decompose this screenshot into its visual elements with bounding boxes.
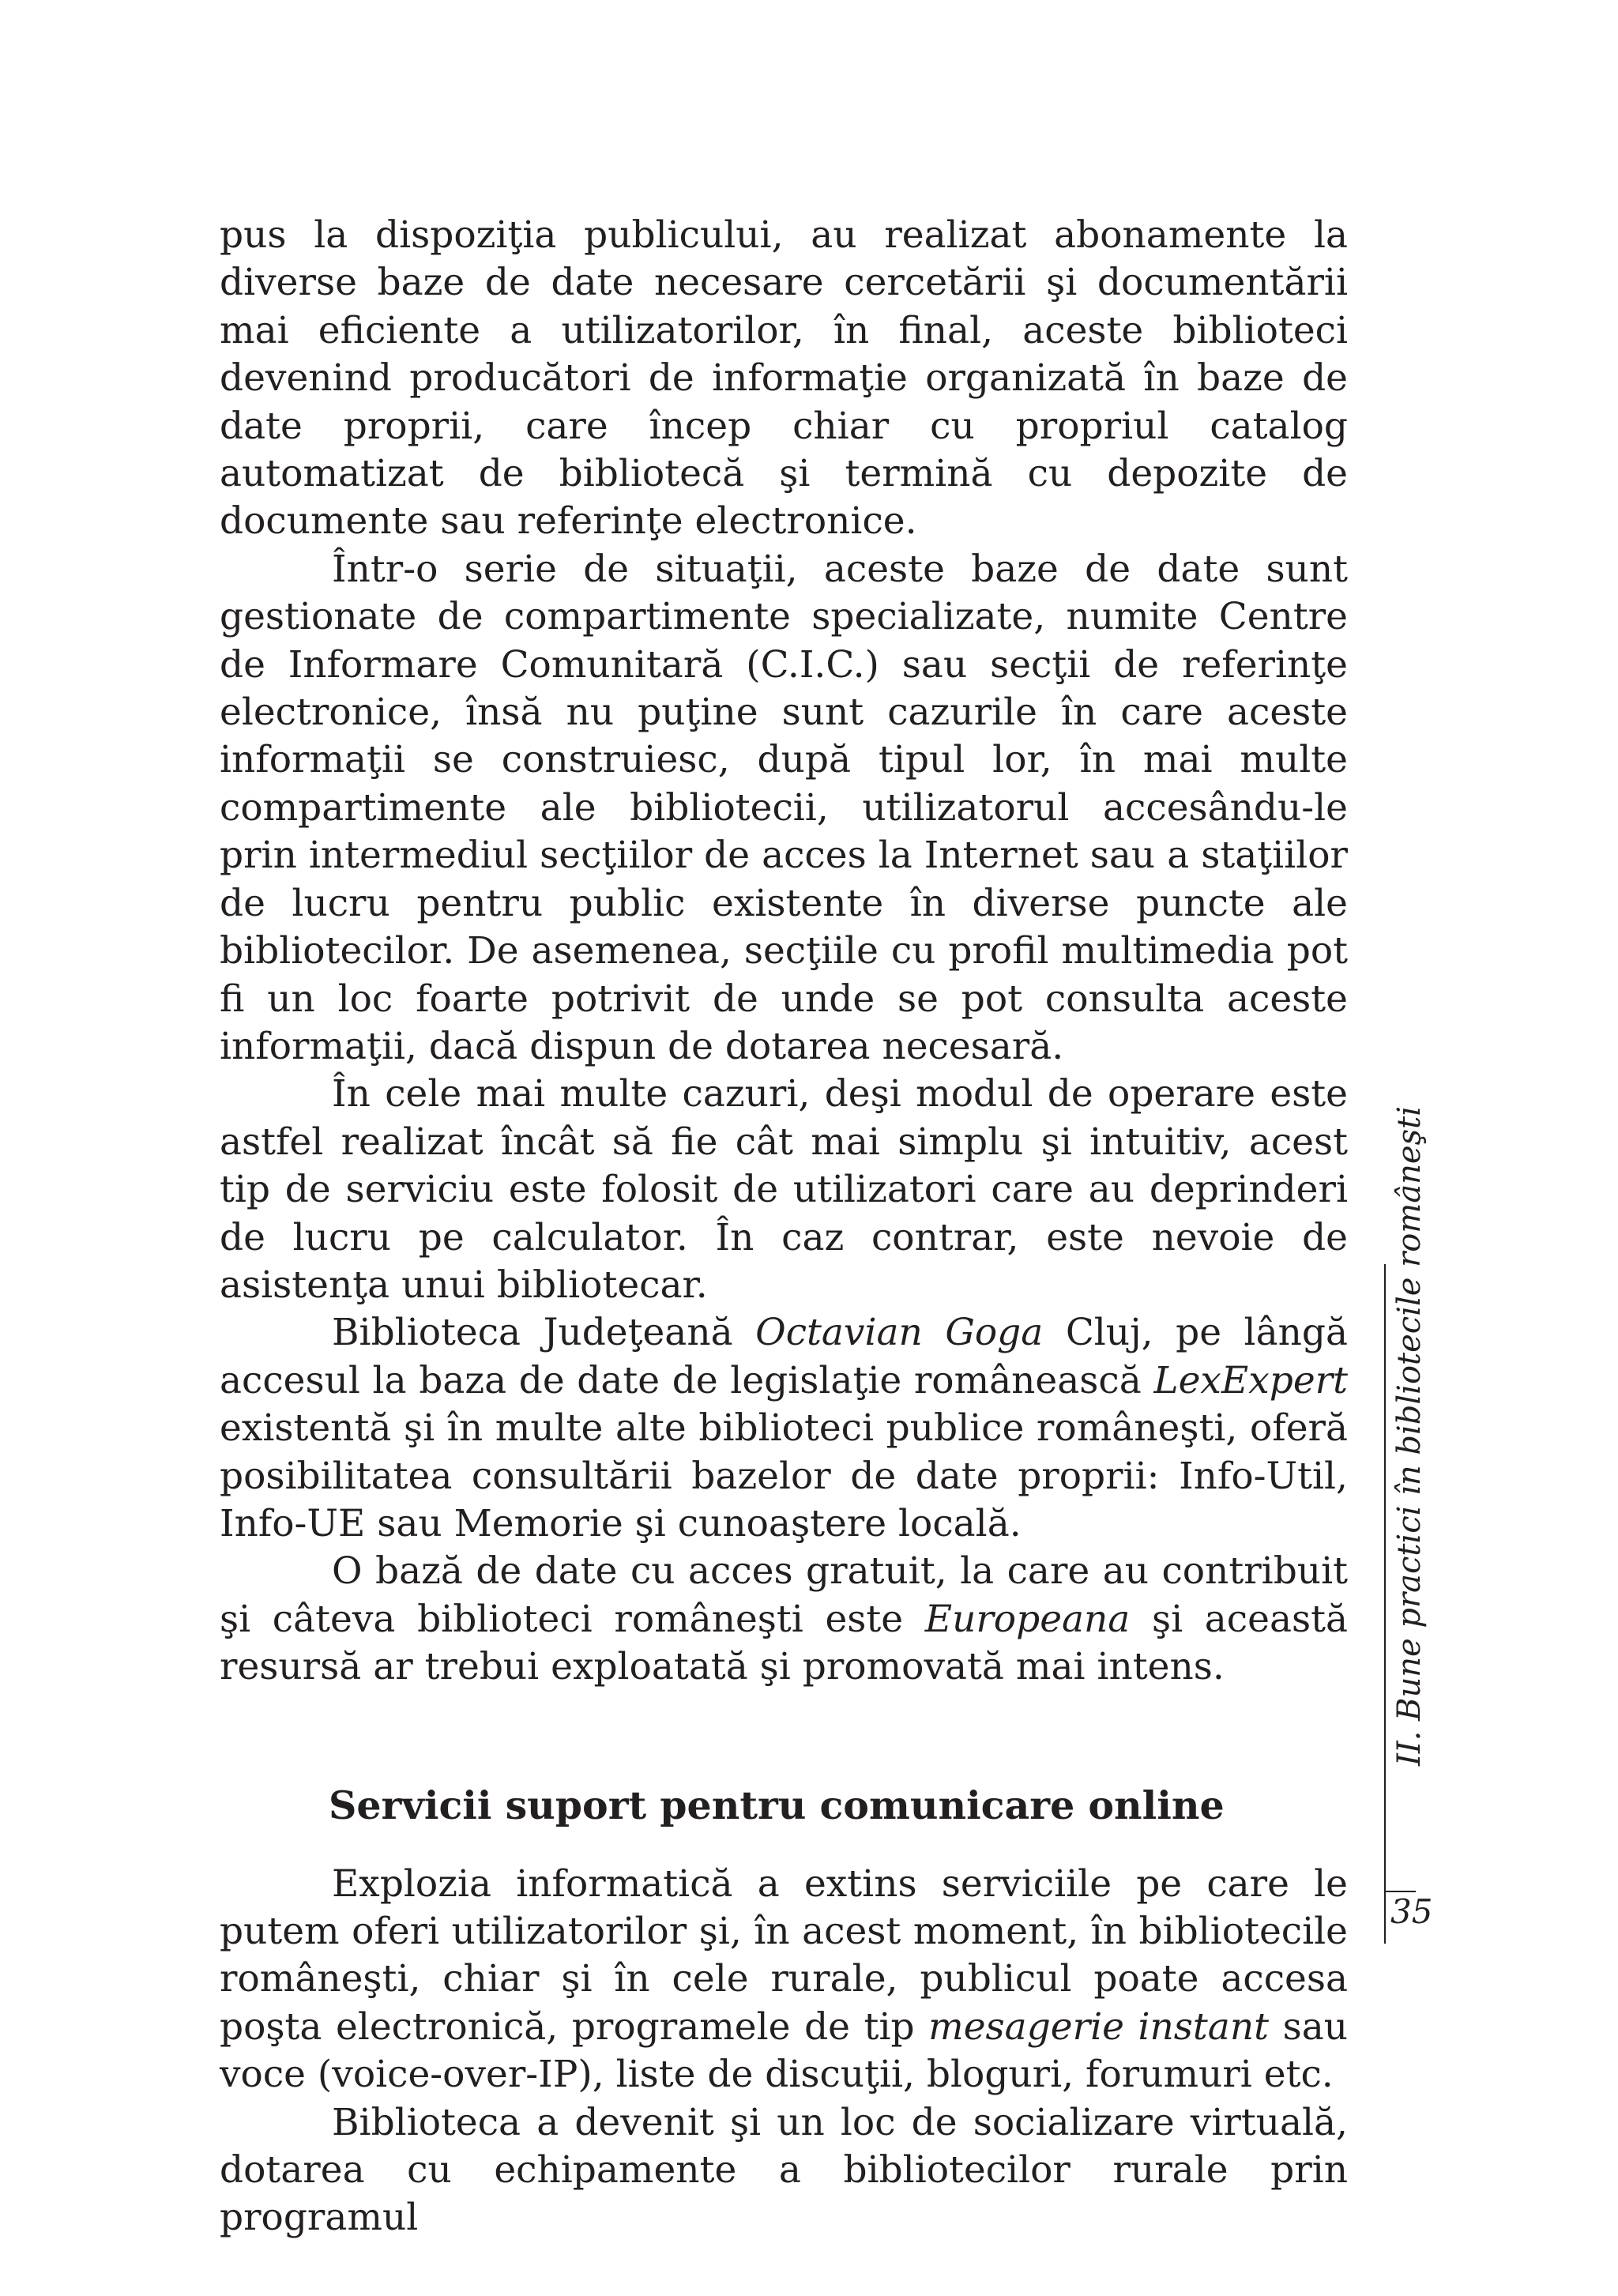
paragraph-5 [220, 1548, 1348, 1691]
section-paragraph-1-text-a: Explozia informatică a extins serviciile pe care le putem oferi utilizatorilor şi, în acest moment, în bibliotecile româneşti, chiar şi în cele rurale, publicul poate accesa poşta electronică, programele de tip [220, 1861, 1348, 2049]
paragraph-1: pus la dispoziţia publicului, au realizat abonamente la diverse baze de date necesare cercetării şi documentării mai eficiente a utilizatorilor, în final, aceste biblioteci devenind producători de informaţie organizată în baze de date proprii, care încep chiar cu propriul catalog automatizat de bibliotecă şi termină cu depozite de documente sau referinţe electronice. [220, 213, 1348, 544]
paragraph-2: Într-o serie de situaţii, aceste baze de date sunt gestionate de compartimente specializate, numite Centre de Informare Comunitară (C.I.C.) sau secţii de referinţe electronice, însă nu puţine sunt cazurile în care aceste informaţii se construiesc, după tipul lor, în mai multe compartimente ale bibliotecii, utilizatorul accesându-le prin intermediul secţiilor de acces la Internet sau a staţiilor de lucru pentru public existente în diverse puncte ale bibliotecilor. De asemenea, secţiile cu profil multimedia pot fi un loc foarte potrivit de unde se pot consulta aceste informaţii, dacă dispun de dotarea necesară. [220, 547, 1348, 1068]
section-paragraph-1-text-b: sau voce (voice-over-IP), liste de discuţii, bloguri, forumuri etc. [220, 2004, 1349, 2097]
section-paragraph-1-emphasis-mesagerie: mesagerie instant [928, 2004, 1269, 2049]
paragraph-5-emphasis-europeana: Europeana [924, 1597, 1131, 1641]
paragraph-4-emphasis-octavian-goga: Octavian Goga [755, 1311, 1044, 1355]
paragraph-4-text-a: Biblioteca Judeţeană [332, 1311, 756, 1355]
paragraph-4-text-c: existentă şi în multe alte biblioteci publice româneşti, oferă posibilitatea consultării bazelor de date proprii: Info-Util, Info-UE sau Memorie şi cunoaştere locală. [220, 1406, 1348, 1545]
section-heading: Servicii suport pentru comunicare online [329, 1782, 1225, 1828]
running-head: II. Bune practici în bibliotecile româneşti [1391, 1106, 1428, 1766]
section-paragraph-2: Biblioteca a devenit şi un loc de socializare virtuală, dotarea cu echipamente a bibliotecilor rurale prin programul [220, 2100, 1348, 2240]
paragraph-5-text-b: şi această resursă ar trebui exploatată şi promovată mai intens. [220, 1597, 1348, 1689]
paragraph-4-text-b: Cluj, pe lângă accesul la baza de date de legislaţie românească [220, 1311, 1348, 1402]
margin-running-head [1381, 1106, 1444, 1936]
page-number: 35 [1390, 1892, 1433, 1931]
paragraph-4-emphasis-lexexpert: LexExpert [1153, 1358, 1348, 1402]
section-paragraph-1 [220, 1861, 1348, 2099]
page-body [220, 212, 1348, 2242]
paragraph-3: În cele mai multe cazuri, deşi modul de operare este astfel realizat încât să fie cât mai simplu şi intuitiv, acest tip de serviciu este folosit de utilizatori care au deprinderi de lucru pe calculator. În caz contrar, este nevoie de asistenţa unui bibliotecar. [220, 1072, 1348, 1307]
margin-vertical-rule [1384, 1264, 1386, 1944]
paragraph-5-text-a: O bază de date cu acces gratuit, la care au contribuit şi câteva biblioteci româneşti este [220, 1549, 1348, 1641]
paragraph-4 [220, 1309, 1348, 1548]
